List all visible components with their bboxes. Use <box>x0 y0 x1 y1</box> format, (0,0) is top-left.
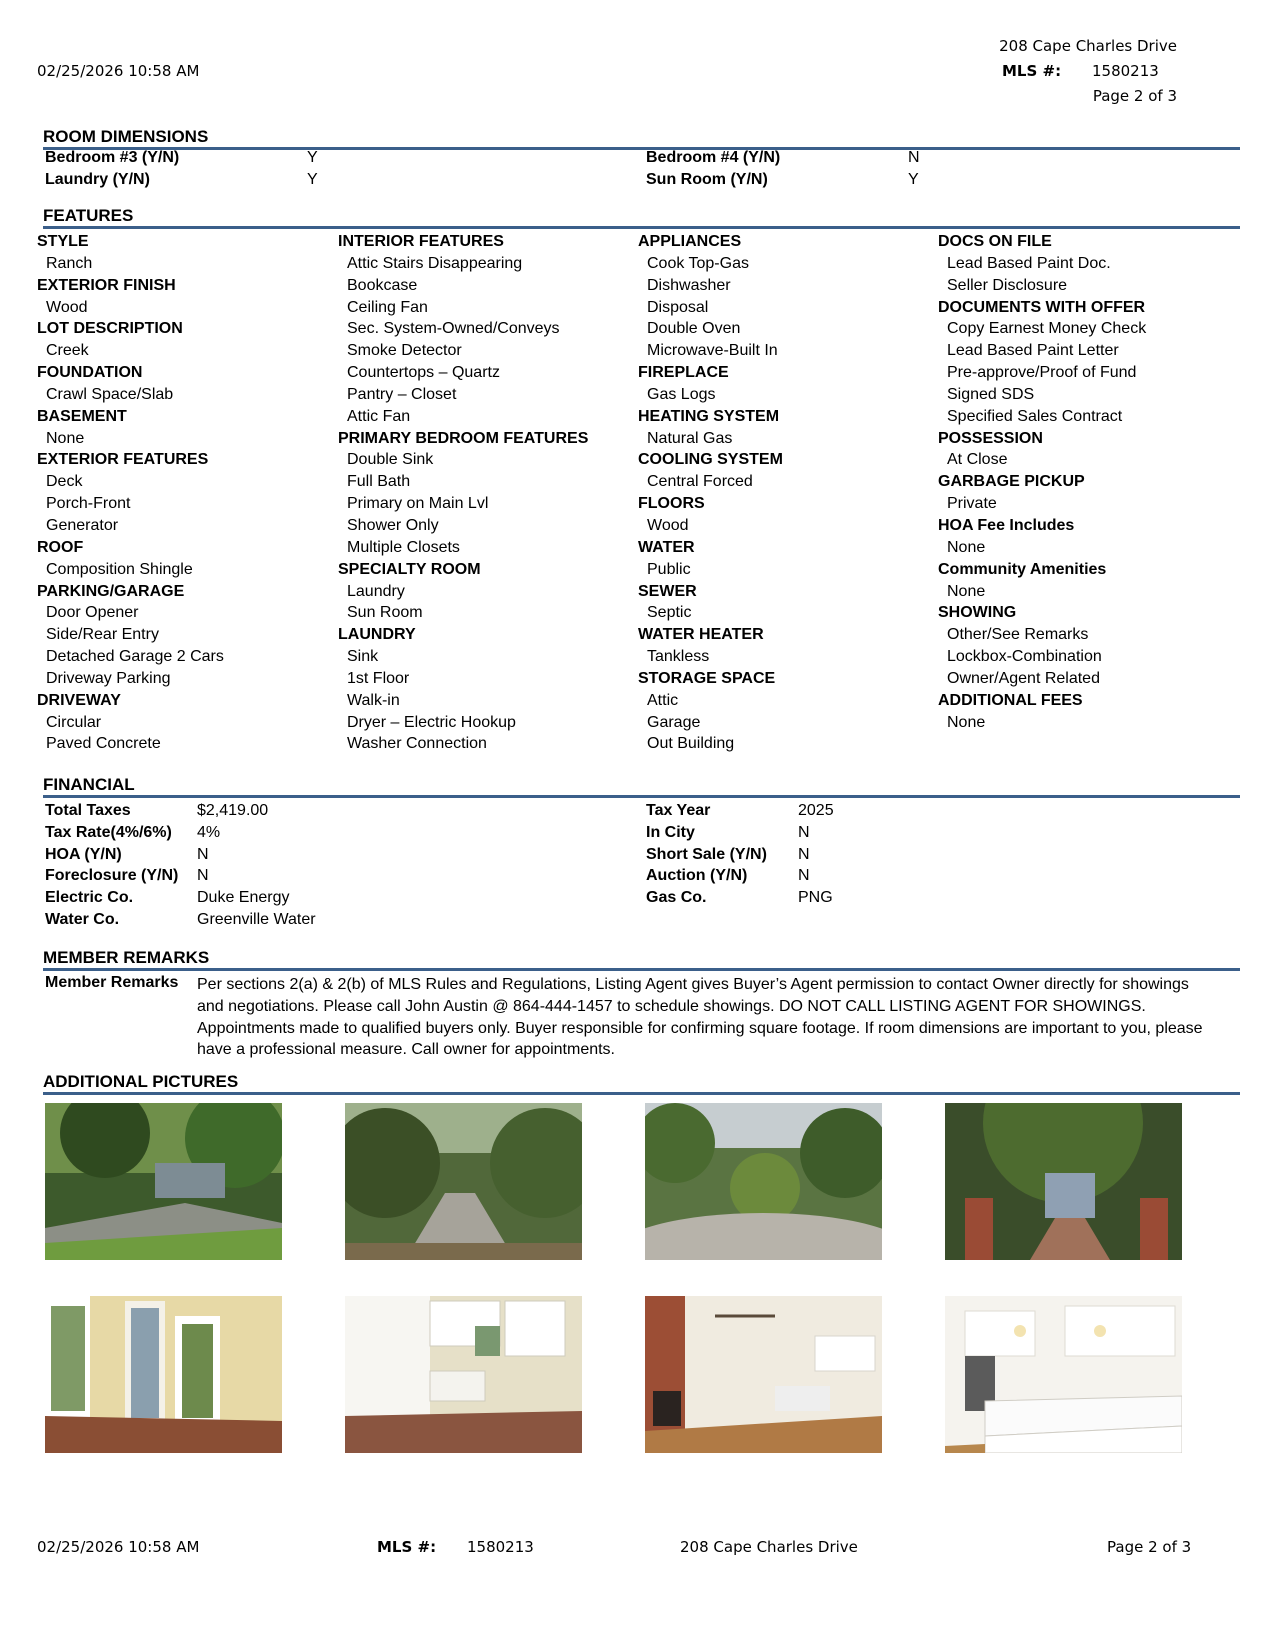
features-column-2 <box>338 231 588 755</box>
feature-item: None <box>947 713 986 731</box>
feature-category: PRIMARY BEDROOM FEATURES <box>338 429 589 447</box>
feature-category: FOUNDATION <box>37 364 143 382</box>
feature-item: None <box>46 429 85 447</box>
feature-item: Lead Based Paint Letter <box>947 342 1119 360</box>
footer-mls <box>377 1538 534 1556</box>
feature-category: BASEMENT <box>37 407 127 425</box>
kv-label: Gas Co. <box>646 889 707 907</box>
feature-category: WATER HEATER <box>638 626 764 644</box>
kv-value: N <box>908 149 920 166</box>
footer-mls-label: MLS #: <box>377 1538 437 1556</box>
feature-item: Owner/Agent Related <box>947 669 1100 687</box>
feature-category: DOCS ON FILE <box>938 233 1052 250</box>
photo-driveway-image <box>345 1103 582 1260</box>
financial-right <box>646 800 834 909</box>
feature-item: Detached Garage 2 Cars <box>46 648 224 666</box>
member-remarks-label: Member Remarks <box>45 974 179 991</box>
feature-item: Ceiling Fan <box>347 298 428 316</box>
kv-label: In City <box>646 823 695 841</box>
feature-category: COOLING SYSTEM <box>638 451 783 469</box>
feature-category: SHOWING <box>938 604 1017 622</box>
feature-item: Disposal <box>647 298 709 316</box>
kv-value: 2025 <box>798 802 834 819</box>
feature-item: Cook Top-Gas <box>647 254 749 272</box>
feature-category: FLOORS <box>638 495 705 513</box>
header-page: Page 2 of 3 <box>1092 87 1177 105</box>
kv-row <box>646 865 834 887</box>
kv-label: Tax Rate(4%/6%) <box>45 823 172 841</box>
photo-driveway[interactable] <box>345 1103 582 1260</box>
feature-item: At Close <box>947 451 1008 469</box>
room-dimensions-right <box>646 147 920 191</box>
feature-category: LOT DESCRIPTION <box>37 320 183 338</box>
feature-item: Attic Stairs Disappearing <box>347 254 523 272</box>
photo-laundry-room-image <box>345 1296 582 1453</box>
kv-row <box>646 822 834 844</box>
feature-item: Wood <box>647 516 689 534</box>
kv-value: N <box>798 823 810 841</box>
kv-value: Greenville Water <box>197 910 316 928</box>
financial-left <box>45 800 316 931</box>
kv-label: Bedroom #3 (Y/N) <box>45 149 180 166</box>
kv-label: Bedroom #4 (Y/N) <box>646 149 781 166</box>
feature-category: EXTERIOR FINISH <box>37 276 176 294</box>
photo-garden-path-image <box>945 1103 1182 1260</box>
kv-value: 4% <box>197 823 221 841</box>
feature-category: INTERIOR FEATURES <box>338 233 504 250</box>
feature-item: Circular <box>46 713 102 731</box>
photo-circular-drive-image <box>645 1103 882 1260</box>
photo-laundry-room[interactable] <box>345 1296 582 1453</box>
feature-item: Shower Only <box>347 516 439 534</box>
feature-category: EXTERIOR FEATURES <box>37 451 209 469</box>
footer-address: 208 Cape Charles Drive <box>680 1538 858 1556</box>
feature-item: Specified Sales Contract <box>947 407 1123 425</box>
feature-item: Sec. System-Owned/Conveys <box>347 320 560 338</box>
feature-item: Crawl Space/Slab <box>46 385 174 403</box>
feature-category: LAUNDRY <box>338 626 416 644</box>
feature-item: Laundry <box>347 582 405 600</box>
kv-label: Tax Year <box>646 802 711 819</box>
additional-pictures-title: ADDITIONAL PICTURES <box>43 1072 1240 1095</box>
feature-category: HOA Fee Includes <box>938 516 1075 534</box>
photo-sunroom-door-image <box>45 1296 282 1453</box>
kv-value: N <box>798 867 810 885</box>
photo-garden-path[interactable] <box>945 1103 1182 1260</box>
kv-label: Short Sale (Y/N) <box>646 845 767 863</box>
kv-value: N <box>197 867 209 885</box>
feature-item: Double Sink <box>347 451 434 469</box>
feature-category: DOCUMENTS WITH OFFER <box>938 298 1146 316</box>
kv-row <box>45 887 316 909</box>
kv-value: Y <box>307 170 318 188</box>
kv-row <box>646 844 834 866</box>
member-remarks-title: MEMBER REMARKS <box>43 948 1240 971</box>
kv-row <box>45 169 318 191</box>
feature-category: WATER <box>638 538 695 556</box>
kv-value: Y <box>307 149 318 166</box>
feature-item: Garage <box>647 713 701 731</box>
kv-value: N <box>197 845 209 863</box>
feature-category: ADDITIONAL FEES <box>938 691 1083 709</box>
feature-category: ROOF <box>37 538 84 556</box>
feature-item: Bookcase <box>347 276 418 294</box>
kv-value: N <box>798 845 810 863</box>
feature-category: Community Amenities <box>938 560 1107 578</box>
feature-category: GARBAGE PICKUP <box>938 473 1085 491</box>
header-mls-label: MLS #: <box>1002 62 1062 80</box>
feature-item: Attic <box>647 691 679 709</box>
feature-item: Generator <box>46 516 119 534</box>
feature-item: Out Building <box>647 735 735 753</box>
feature-item: Seller Disclosure <box>947 276 1068 294</box>
feature-category: SEWER <box>638 582 697 600</box>
feature-item: Sink <box>347 648 379 666</box>
feature-item: Wood <box>46 298 88 316</box>
feature-item: Attic Fan <box>347 407 411 425</box>
feature-item: Gas Logs <box>647 385 716 403</box>
kv-label: Foreclosure (Y/N) <box>45 867 179 885</box>
feature-item: Side/Rear Entry <box>46 626 159 644</box>
feature-item: 1st Floor <box>347 669 410 687</box>
feature-item: Ranch <box>46 254 93 272</box>
photo-front-yard[interactable] <box>45 1103 282 1260</box>
features-title: FEATURES <box>43 206 1240 229</box>
feature-item: Central Forced <box>647 473 753 491</box>
kv-row <box>45 800 316 822</box>
photo-front-yard-image <box>45 1103 282 1260</box>
feature-category: FIREPLACE <box>638 364 729 382</box>
kv-row <box>45 865 316 887</box>
header-mls-number: 1580213 <box>1092 62 1159 80</box>
feature-item: Double Oven <box>647 320 741 338</box>
kv-value: Y <box>908 170 919 188</box>
kv-label: Water Co. <box>45 910 120 928</box>
feature-item: Door Opener <box>46 604 139 622</box>
photo-living-kitchen[interactable] <box>645 1296 882 1453</box>
kv-label: Electric Co. <box>45 889 134 907</box>
feature-item: Other/See Remarks <box>947 626 1089 644</box>
footer-page: Page 2 of 3 <box>1107 1538 1192 1556</box>
kv-label: Laundry (Y/N) <box>45 170 150 188</box>
kv-label: Sun Room (Y/N) <box>646 170 768 188</box>
feature-category: STORAGE SPACE <box>638 669 776 687</box>
feature-item: Washer Connection <box>347 735 487 753</box>
feature-item: Multiple Closets <box>347 538 460 556</box>
feature-category: STYLE <box>37 233 89 250</box>
feature-category: APPLIANCES <box>638 233 742 250</box>
kv-row <box>45 909 316 931</box>
feature-item: Composition Shingle <box>46 560 193 578</box>
feature-item: Full Bath <box>347 473 411 491</box>
room-dimensions-title: ROOM DIMENSIONS <box>43 127 1240 150</box>
feature-item: Smoke Detector <box>347 342 462 360</box>
photo-kitchen-image <box>945 1296 1182 1453</box>
features-column-1 <box>37 231 224 755</box>
feature-item: Signed SDS <box>947 385 1035 403</box>
photo-living-kitchen-image <box>645 1296 882 1453</box>
kv-row <box>646 800 834 822</box>
feature-item: None <box>947 582 986 600</box>
header-address: 208 Cape Charles Drive <box>999 37 1177 55</box>
features-column-3 <box>638 231 783 755</box>
feature-item: Natural Gas <box>647 429 733 447</box>
feature-item: Public <box>647 560 691 578</box>
feature-category: DRIVEWAY <box>37 691 121 709</box>
kv-label: Auction (Y/N) <box>646 867 748 885</box>
feature-item: Lead Based Paint Doc. <box>947 254 1111 272</box>
photo-kitchen[interactable] <box>945 1296 1182 1453</box>
feature-item: Countertops – Quartz <box>347 364 500 382</box>
financial-title: FINANCIAL <box>43 775 1240 798</box>
kv-row <box>646 147 920 169</box>
room-dimensions-left <box>45 147 318 191</box>
feature-item: Private <box>947 495 997 513</box>
feature-item: Pantry – Closet <box>347 385 457 403</box>
feature-item: Tankless <box>647 648 710 666</box>
feature-item: Porch-Front <box>46 495 131 513</box>
photo-circular-drive[interactable] <box>645 1103 882 1260</box>
feature-item: Lockbox-Combination <box>947 648 1102 666</box>
feature-item: Deck <box>46 473 83 491</box>
kv-value: PNG <box>798 889 833 907</box>
feature-item: Walk-in <box>347 691 400 709</box>
kv-value: Duke Energy <box>197 889 290 907</box>
kv-row <box>45 822 316 844</box>
feature-item: Microwave-Built In <box>647 342 778 360</box>
feature-category: PARKING/GARAGE <box>37 582 185 600</box>
feature-item: Paved Concrete <box>46 735 161 753</box>
features-column-4 <box>938 231 1146 733</box>
kv-label: HOA (Y/N) <box>45 845 122 863</box>
feature-item: Dishwasher <box>647 276 731 294</box>
kv-row <box>45 844 316 866</box>
footer-datetime: 02/25/2026 10:58 AM <box>37 1538 200 1556</box>
kv-row <box>646 169 920 191</box>
kv-label: Total Taxes <box>45 802 131 819</box>
feature-item: Copy Earnest Money Check <box>947 320 1147 338</box>
footer-mls-number: 1580213 <box>467 1538 534 1556</box>
feature-category: SPECIALTY ROOM <box>338 560 481 578</box>
feature-item: Pre-approve/Proof of Fund <box>947 364 1137 382</box>
feature-item: Sun Room <box>347 604 423 622</box>
feature-item: None <box>947 538 986 556</box>
kv-row <box>45 147 318 169</box>
feature-item: Creek <box>46 342 89 360</box>
feature-item: Dryer – Electric Hookup <box>347 713 516 731</box>
kv-value: $2,419.00 <box>197 802 269 819</box>
feature-category: POSSESSION <box>938 429 1043 447</box>
header-datetime: 02/25/2026 10:58 AM <box>37 62 200 80</box>
feature-item: Primary on Main Lvl <box>347 495 489 513</box>
header-mls <box>1002 62 1159 80</box>
kv-row <box>646 887 834 909</box>
member-remarks-text: Per sections 2(a) & 2(b) of MLS Rules and Regulations, Listing Agent gives Buyer’s Agent permission to contact Owner directly for showings and negotiations. Please call John Austin @ 864-444-1457 to schedule showings. DO NOT CALL LISTING AGENT FOR SHOWINGS. Appointments made to qualified buyers only. Buyer responsible for confirming square footage. If room dimensions are important to you, please have a professional measure. Call owner for appointments. <box>197 976 1203 1059</box>
feature-item: Driveway Parking <box>46 669 171 687</box>
feature-item: Septic <box>647 604 692 622</box>
feature-category: HEATING SYSTEM <box>638 407 780 425</box>
photo-sunroom-door[interactable] <box>45 1296 282 1453</box>
